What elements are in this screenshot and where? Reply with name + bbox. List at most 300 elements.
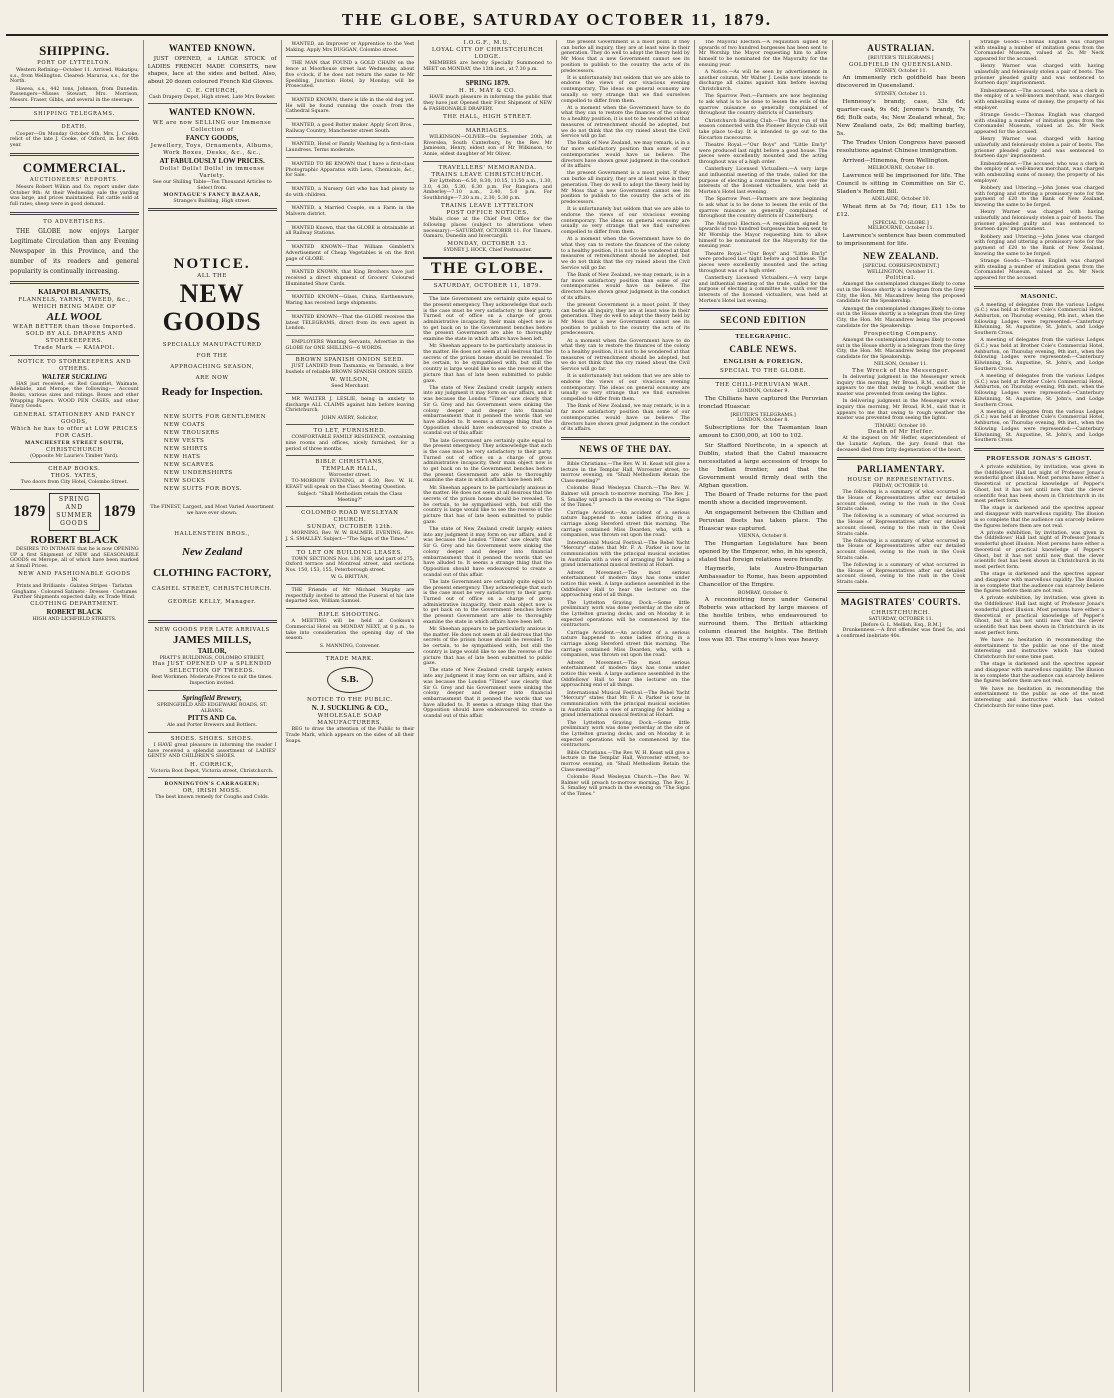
melbourne-date: MELBOURNE, October 10. <box>867 166 935 172</box>
columns <box>6 40 1108 1392</box>
professor-text: We have no hesitation in recommending the entertainment to the public as one of the most interesting and instructive which has visited Christchurch for some time past. <box>974 686 1104 709</box>
clothing-factory: CLOTHING FACTORY, <box>153 566 272 579</box>
professor-text: We have no hesitation in recommending the entertainment to the public as one of the most interesting and instructive which has visited Christchurch for some time past. <box>974 637 1104 660</box>
shipping-heading: SHIPPING. <box>39 43 110 58</box>
suit-item: NEW COATS <box>163 422 205 429</box>
rb-further: Further Shipments expected daily, ex Trade Wind. <box>13 595 136 601</box>
cable-item: Lawrence's sentence has been commuted to imprisonment for life. <box>836 232 966 247</box>
court-item: Strange Goods.—Thomas English was charged with stealing a number of imitation gems from the Coromandel Museum, valued at 2s. Mr Neck appeared for the accused. <box>974 112 1104 136</box>
professor-text: The stage is darkened and the spectres appear and disappear with marvellous rapidity. The illusion is so complete that the audience can scarcely believe the figures before them are not real. <box>974 572 1104 595</box>
news-item: Theatre Royal.—"Our Boys" and "Little Em'ly" were produced last night before a good house. The pieces were excellently mounted and the acting throughout was of a high order. <box>698 251 828 274</box>
masthead-title: THE GLOBE, SATURDAY OCTOBER 11, 1879. <box>341 10 773 29</box>
news-item: Christchurch Boating Club.—The first run of the season connected with the Pioneer Bicycle Club will take place to-day. It is intended to go out to the Riccarton racecourse. <box>698 118 828 141</box>
montague-name: MONTAGUE'S FANCY BAZAAR, <box>163 191 261 198</box>
marriages-text: WILKINSON—OLIVER—On September 20th, at Riverslea, South Canterbury, by the Rev. Mr Jamieson, Henry, eldest son of Mr Wilkinson, to Annie, eldest daughter of Mr Oliver. <box>423 135 552 158</box>
professor-text: A private exhibition, by invitation, was given in the Oddfellows' Hall last night of Professor Jonas's wonderful ghost illusion. Most persons have either a theoretical or practical knowledge of Pepper's Ghost, but it has not until now that the clever scientific feat has been shown in Christchurch in its most perfect form. <box>974 596 1104 636</box>
news-item: Advent Movement.—The most serious entertainment of modern days has come under notice this week. A large audience assembled in the Oddfellows' Hall to hear the lecturer on the approaching end of all things. <box>561 660 690 689</box>
news-item: Colombo Road Wesleyan Church.—The Rev. W. Balmer will preach to-morrow morning. The Rev. J. S. Smalley will preach in the evening on "The Signs of the Times." <box>561 774 690 798</box>
clothing-dept: CLOTHING DEPARTMENT. <box>30 601 119 608</box>
suit-item: NEW SUITS FOR BOYS. <box>163 486 243 493</box>
commercial-heading: COMMERCIAL. <box>22 159 127 175</box>
rb-items: Prints and Brilliants · Galatea Stripes · Tarlatan Ginghams · Coloured Satinets · Dresses · Costumes <box>11 584 137 595</box>
advertisers-heading: TO ADVERTISERS. <box>43 218 106 225</box>
classified-ad: WANTED KNOWN, there is life in the old dog yet. He will be found running the coach from the Cathedral Square. <box>286 96 415 119</box>
irish-moss: OR, IRISH MOSS. <box>182 788 242 795</box>
pitts: PITTS AND Co. <box>187 714 237 723</box>
spring-year: 1879 <box>13 503 46 521</box>
column-3 <box>282 40 420 1392</box>
news-item: At the inquest on Mr Heffer, superintendent of the Lunatic Asylum, the jury found that the deceased died from fatty degeneration of the heart. <box>836 436 966 453</box>
suit-item: NEW SOCKS <box>163 478 206 485</box>
shilling-table: See our Shilling Table—Ten Thousand Articles to Select from. <box>152 180 272 191</box>
cable-item: Sir Stafford Northcote, in a speech at Dublin, stated that the Cabul massacre necessitated a large accession of troops to the Indian frontier, and that the Government would firmly deal with the Afghan question. <box>698 442 828 489</box>
news-item: The Lyttelton Graving Dock.—Some little preliminary work was done yesterday at the site of the Lyttelton graving docks, and on Monday it is expected operations will be commenced by the contractors. <box>561 600 690 629</box>
cable-item: Arrived—Hinemoa, from Wellington. <box>842 157 950 164</box>
court-item: Embezzlement.—The accused, who was a clerk in the employ of a well-known merchant, was charged with embezzling sums of money, the property of his employer. <box>974 161 1104 184</box>
classified-ad: THE MAN that FOUND a GOLD CHAIN on the fence at Moorhouse street last Wednesday, about five o'clock, if he does not return the same to Mr Spedding, Junction Hotel, by Monday, will be Prosecuted. <box>286 59 415 94</box>
telegrams-heading: SHIPPING TELEGRAMS. <box>33 110 116 117</box>
best-remedy: The best known remedy for Coughs and Colds. <box>155 795 270 801</box>
wanted-known-heading: WANTED KNOWN. <box>168 107 256 118</box>
trains-leave: TRAINS LEAVE CHRISTCHURCH. <box>431 171 544 178</box>
suit-item: NEW TROUSERS <box>163 430 220 437</box>
suit-item: NEW UNDERSHIRTS <box>163 470 233 477</box>
news-item: Amongst the contemplated changes likely to come out in the House shortly is a telegram from the Grey City, the Hon. Mr. Macandrew being the proposed candidate for the Speakership. <box>836 337 966 361</box>
hallenstein: HALLENSTEIN BROS., <box>174 530 250 537</box>
wilson: W. WILSON, <box>329 377 370 384</box>
springfield: Springfield Brewery, <box>182 693 242 702</box>
wanted-list <box>286 96 415 355</box>
masonic-text: A meeting of delegates from the various Lodges (S.C.) was held at Brother Cole's Commercial Hotel, Ashburton, on Thursday evening, 9th inst., when the following Lodges were represented:—Canterbury Kilwinning, St. Augustine, St. John's, and Lodge Southern Cross. <box>974 374 1104 408</box>
wellington-date: WELLINGTON, October 11. <box>867 269 935 275</box>
news-item: Amongst the contemplated changes likely to come out in the House shortly is a telegram from the Grey City, the Hon. Mr. Macandrew being the proposed candidate for the Speakership. <box>836 306 966 329</box>
suit-item: NEW SCARVES <box>163 462 214 469</box>
wanted-known-heading: WANTED KNOWN. <box>168 43 256 53</box>
court-item: Henry Warner was charged with having unlawfully and feloniously stolen a pair of boots. The prisoner pleaded guilty and was sentenced to fourteen days' imprisonment. <box>974 137 1104 160</box>
news-heading: NEWS OF THE DAY. <box>579 443 672 454</box>
iogt: I.O.G.F., M.U., <box>463 40 512 46</box>
melbourne-date: MELBOURNE, October 11. <box>867 226 935 232</box>
cheap-books-heading: CHEAP BOOKS. <box>48 466 101 473</box>
commercial-paragraph: Messrs Robert Wilkin and Co. report under date October 9th: At their Wednesday sale the yarding was large, and prices maintained. Fat cattle sold at full rates; sheep were in good demand. <box>10 184 139 207</box>
christchurch-court: CHRISTCHURCH. <box>871 609 931 616</box>
classified-ad: WANTED KNOWN—That the GLOBE receives the latest TELEGRAMS, direct from its own agent in London. <box>286 313 415 336</box>
the-globe-title: THE GLOBE. <box>423 257 552 280</box>
leader-paragraph: The late Government are certainly quite equal to the present emergency. They acknowledge that such is the case must be very satisfactory to their party. Turned out of office on a charge of gross administrative incapacity, their main object now is to get back on to the Government benches before the present Government are able to thoroughly examine the state in which affairs have been left. <box>423 579 552 625</box>
allot-heading: TO LET ON BUILDING LEASES. <box>296 549 404 556</box>
specially-line: SPECIALLY MANUFACTURED <box>162 342 262 349</box>
cable-item: A reconnoitring force under General Roberts was attacked by large masses of the hostile tribes, who endeavoured to surround them. The British attacking column cleared the heights. The British loss was 85. The enemy's loss was heavy. <box>698 597 828 644</box>
kaiapoi-line: WEAR BETTER than those Imported. <box>12 323 136 330</box>
leader-paragraph: the present Government is a moot point. If they can burke all inquiry, they are at least wise in their generation. They do well to adopt the theory held by Mr Moss that a new Government cannot see its position to publish to the country the acts of its predecessors. <box>561 40 690 74</box>
rb-address: HIGH AND LICHFIELD STREETS. <box>32 617 117 623</box>
telegraphic: TELEGRAPHIC. <box>735 333 791 341</box>
london-oct9: LONDON, October 9. <box>737 389 790 395</box>
column-1 <box>6 40 144 1392</box>
trains-text: For Lyttelton—6.50, 8.30, 10.15, 11.50 a.m., 1.30, 3.0, 4.30, 5.30, 6.30 p.m. For Rangiora and Amberley—7.10 a.m., 2.40, 5.0 p.m. For Southbridge—7.20 a.m., 2.30, 5.30 p.m. <box>423 178 552 201</box>
classified-ad: WANTED Known, that the GLOBE is obtainable at all Railway Stations. <box>286 224 415 241</box>
reuters: [REUTER'S TELEGRAMS.] <box>868 56 934 61</box>
cable-item: The Chilians have captured the Peruvian ironclad Huascar. <box>698 396 828 411</box>
leader-paragraph: The Bank of New Zealand, we may remark, is in a far more satisfactory position than some of our contemporaries would have us believe. The directors have shown great judgment in the conduct of its affairs. <box>561 272 690 301</box>
suit-item: NEW VESTS <box>163 438 205 445</box>
worcester: Worcester street. <box>328 473 371 479</box>
news-item: Canterbury Licensed Victuallers.—A very large and influential meeting of the trade, called for the purpose of electing a committee to watch over the interests of the licensed victuallers, was held at Morten's Hotel last evening. <box>698 275 828 304</box>
corset-address: Cash Drapery Depot, High street, Late Mrs Bowker. <box>148 94 276 100</box>
court-item: Robbery and Uttering.—John Jones was charged with forging and uttering a promissory note for the payment of £20 to the Bank of New Zealand, knowing the same to be forged. <box>974 234 1104 257</box>
beg-text: BEG to draw the attention of the Public to their Trade Mark, which appears on the sides of all their Soaps. <box>285 727 415 744</box>
second-edition: SECOND EDITION <box>720 315 807 326</box>
kaiapoi-heading: KAIAPOI BLANKETS, <box>38 287 111 296</box>
magistrates-heading: MAGISTRATES' COURTS. <box>840 596 961 607</box>
sb-trademark-logo: S.B. <box>327 667 373 693</box>
funeral-notice: THE Friends of Mr Michael Murphy are respectfully invited to attend the Funeral of his late departed Son, William Samuel. <box>285 588 415 605</box>
news-item: The Lyttelton Graving Dock.—Some little preliminary work was done yesterday at the site of the Lyttelton graving docks, and on Monday it is expected operations will be commenced by the contractors. <box>561 720 690 749</box>
column-7 <box>833 40 971 1392</box>
cashel-street: CASHEL STREET, CHRISTCHURCH. <box>152 585 273 592</box>
cable-item: An engagement between the Chilian and Peruvian fleets has taken place. The Huascar was captured. <box>698 509 828 532</box>
are-now: ARE NOW <box>195 375 229 382</box>
wholesale: WHOLESALE SOAP MANUFACTURERS, <box>317 713 383 727</box>
notice-heading: NOTICE. <box>173 256 251 273</box>
professor-text: The stage is darkened and the spectres appear and disappear with marvellous rapidity. The illusion is so complete that the audience can scarcely believe the figures before them are not real. <box>974 506 1104 529</box>
leader-paragraph: Mr. Sheehan appears to be particularly anxious in the matter. He does not seem at all desirous that the secrets of the prison house should be revealed. To be certain, to be sympathised with, but still the country is large would like to see the reverse of the picture that has of late been submitted to public gaze. <box>423 627 552 667</box>
port-heading: PORT OF LYTTELTON. <box>37 60 112 66</box>
montague-address: Strange's Building, High street. <box>173 198 251 204</box>
news-item: The following is a summary of what occurred in the House of Representatives after our detailed account closed, owing to the rush in the Cook Straits cable. <box>836 490 966 513</box>
manning: S. MANNING, Convener. <box>319 643 380 649</box>
australian-heading: AUSTRALIAN. <box>867 43 935 53</box>
shipping-paragraph: Hawea, s.s., 442 tons, Johnson, from Dunedin. Passengers—Misses Stewart, Mrs. Morrison, Messrs. Fraser, Gibbs, and several in the steerage. <box>10 86 139 104</box>
leader-paragraph: The state of New Zealand credit largely enters into any judgment it may form on our affairs, and it was because the London "Times" saw clearly that Sir G. Grey and his Government were sinking the colony deeper and deeper into financial embarrassment that it penned the words that we have alluded to. It seems a strange thing that the Opposition should have endeavoured to create a scandal out of this affair. <box>423 385 552 437</box>
news-item: The Sparrow Pest.—Farmers are now beginning to ask what is to be done to lessen the evils of the sparrow nuisance so generally complained of throughout the country districts of Canterbury. <box>698 94 828 117</box>
leader-paragraph: Mr. Sheehan appears to be particularly anxious in the matter. He does not seem at all desirous that the secrets of the prison house should be revealed. To be certain, to be sympathised with, but still the country is large would like to see the reverse of the picture that has of late been submitted to public gaze. <box>423 344 552 384</box>
court-item: Robbery and Uttering.—John Jones was charged with forging and uttering a promissory note for the payment of £20 to the Bank of New Zealand, knowing the same to be forged. <box>974 185 1104 208</box>
cable-item: The Board of Trade returns for the past month show a decided improvement. <box>698 492 828 507</box>
news-item: The Mayoral Election.—A requisition signed by upwards of two hundred burgesses has been sent to Mr Worship the Mayor requesting him to allow himself to be nominated for the Mayoralty for the ensuing year. <box>698 221 828 250</box>
suckling-name: WALTER SUCKLING <box>41 372 108 381</box>
approaching: APPROACHING SEASON, <box>170 364 255 371</box>
court-item: Strange Goods.—Thomas English was charged with stealing a number of imitation gems from the Coromandel Museum, valued at 2s. Mr Neck appeared for the accused. <box>974 40 1104 63</box>
suckling-text: HAS just received, ex Red Gauntlet, Waimate, Adelaide, and Merope, the following:— Account Books, various sizes and rulings. Boxes and other Wrapping Papers. WOOD PEN CASES, and other Fancy Goods. <box>10 381 139 410</box>
fancy-goods: FANCY GOODS, <box>185 134 239 143</box>
subject: Subject: "Shall Methodism retain the Class Meeting?" <box>297 491 403 503</box>
fancy-items: Jewellery, Toys, Ornaments, Albums, Work Boxes, Desks, &c., &c., <box>150 143 274 157</box>
adelaide-date: ADELAIDE, October 10. <box>871 197 931 203</box>
cable-item: The Hungarian Legislature has been opened by the Emperor, who, in his speech, stated that foreign relations were friendly. <box>698 540 828 563</box>
before-magistrate: [Before G. L. Mellish, Esq., R.M.] <box>860 622 942 628</box>
death-notice: Cooper—On Monday October 6th, Mrs. J. Cooke, relict of the late J. Cooke, of Oxford, in her 60th year. <box>10 131 139 149</box>
classified-ad: WANTED KNOWN, that King Brothers have just received a direct shipment of Grocers' Coloured Illuminated Show Cards. <box>286 268 415 291</box>
rifle-text: A MEETING will be held at Cookson's Commercial Hotel on MONDAY NEXT, at 8 p.m., to take into consideration the opening day of the season. <box>285 619 415 642</box>
masonic-text: A meeting of delegates from the various Lodges (S.C.) was held at Brother Cole's Commercial Hotel, Ashburton, on Thursday evening, 9th inst., when the following Lodges were represented:—Canterbury Kilwinning, St. Augustine, St. John's, and Lodge Southern Cross. <box>974 409 1104 444</box>
column-6 <box>695 40 833 1392</box>
news-item: Drunkenness.—A first offender was fined 5s, and a confirmed inebriate 40s. <box>836 628 966 639</box>
to-let-heading: TO LET, FURNISHED. <box>313 428 387 435</box>
leader-paragraph: Mr. Sheehan appears to be particularly anxious in the matter. He does not seem at all desirous that the secrets of the prison house should be revealed. To be certain, to be sympathised with, but still the country is large would like to see the reverse of the picture that has of late been submitted to public gaze. <box>423 485 552 525</box>
springfield-address: SPRINGFIELD AND EDGEWARE ROADS, ST. ALBANS. <box>157 702 268 714</box>
best-workmen: Best Workmen. Moderate Prices to suit the times. Inspection invited. <box>151 675 273 687</box>
shoes-heading: SHOES. SHOES. SHOES. <box>170 735 254 742</box>
spring-label: AND <box>65 504 84 512</box>
templar: TEMPLAR HALL, <box>321 466 378 473</box>
tailor: TAILOR, <box>197 646 227 655</box>
news-item: Colombo Road Wesleyan Church.—The Rev. W. Balmer will preach to-morrow morning. The Rev. J. S. Smalley will preach in the evening on "The Signs of the Times." <box>561 486 690 509</box>
masonic-heading: MASONIC. <box>1020 292 1058 300</box>
cable-item: The Trades Union Congress have passed resolutions against Chinese immigration. <box>836 140 966 155</box>
goldfield: GOLDFIELD IN QUEENSLAND. <box>848 61 953 68</box>
suit-item: NEW HATS <box>163 454 201 461</box>
leader-paragraph: At a moment when the Government have to do what they can to restore the finances of the colony to a healthy position, it is not to be wondered at that measures of retrenchment should be adopted, but we do not think that the cry raised about the Civil Service will go far. <box>561 237 690 271</box>
news-item: Carriage Accident.—An accident of a serious nature happened to some ladies driving in a carriage along Hereford street this morning. The carriage contained Miss Dearden, who, with a companion, was thrown out upon the road. <box>561 510 690 539</box>
chili-peru: THE CHILI-PERUVIAN WAR. <box>715 382 811 389</box>
professor-text: A private exhibition, by invitation, was given in the Oddfellows' Hall last night of Professor Jonas's wonderful ghost illusion. Most persons have either a theoretical or practical knowledge of Pepper's Ghost, but it has not until now that the clever scientific feat has been shown in Christchurch in its most perfect form. <box>974 465 1104 505</box>
professor-text: A private exhibition, by invitation, was given in the Oddfellows' Hall last night of Professor Jonas's wonderful ghost illusion. Most persons have either a theoretical or practical knowledge of Pepper's Ghost, but it has not until now that the clever scientific feat has been shown in Christchurch in its most perfect form. <box>974 530 1104 570</box>
newspaper-page <box>6 6 1108 1392</box>
kaiapoi-sold: SOLD BY ALL DRAPERS AND STOREKEEPERS. <box>25 330 124 344</box>
news-item: The Mayoral Election.—A requisition signed by upwards of two hundred burgesses has been sent to Mr Worship the Mayor requesting him to allow himself to be nominated for the Mayoralty for the ensuing year. <box>698 40 828 68</box>
travellers-heading: TRAVELLERS' MEMORANDA. <box>438 164 537 171</box>
professor-heading: PROFESSOR JONAS'S GHOST. <box>986 455 1092 462</box>
masthead <box>6 6 1108 36</box>
classified-ad: WANTED, Hotel or Family Washing by a first-class Laundress. Terms moderate. <box>286 140 415 157</box>
may-text: HAVE much pleasure in informing the public that they have just Opened their First Shipment of NEW & FASHIONABLE DRAPERY. <box>423 95 552 112</box>
wreck-heading: The Wreck of the Messenger. <box>852 367 950 374</box>
special-corr: [SPECIAL CORRESPONDENT.] <box>862 263 939 269</box>
new-goods-arrivals: NEW GOODS PER LATE ARRIVALS <box>154 626 270 633</box>
news-item: In delivering judgment in the Messenger wreck inquiry this morning, Mr Broad, R.M., said that it appears to me that owing to rough weather the master was prevented from seeing the lights. <box>836 399 966 422</box>
spring-goods-banner <box>10 493 139 531</box>
dolls-line: Dolls! Dolls! Dolls! in immense Variety. <box>159 166 265 180</box>
english-foreign: ENGLISH & FOREIGN. <box>723 358 803 366</box>
onion-seed-heading: BROWN SPANISH ONION SEED. <box>295 357 405 364</box>
advertisers-text: THE GLOBE now enjoys Larger Legitimate Circulation than any Evening Newspaper in this Province, and the number of its readers and general popularity is continually increasing. <box>10 227 139 275</box>
stationery-heading: GENERAL STATIONERY AND FANCY GOODS, <box>13 411 136 425</box>
kaiapoi-wool: ALL WOOL <box>46 310 103 323</box>
stationery-sub: Which he has to offer at LOW PRICES FOR CASH. <box>10 425 139 439</box>
yates-address: Two doors from City Hotel, Colombo Street. <box>20 480 128 486</box>
court-item: Strange Goods.—Thomas English was charged with stealing a number of imitation gems from the Coromandel Museum, valued at 2s. Mr Neck appeared for the accused. <box>974 258 1104 281</box>
classified-ad: WANTED KNOWN—Glass, China, Earthenware, Waring has received large shipments. <box>286 293 415 310</box>
leader-paragraph: The late Government are certainly quite equal to the present emergency. They acknowledge that such is the case must be very satisfactory to their party. Turned out of office on a charge of gross administrative incapacity, their main object now is to get back on to the Government benches before the present Government are able to thoroughly examine the state in which affairs have been left. <box>423 297 552 343</box>
leader-paragraph: The state of New Zealand credit largely enters into any judgment it may form on our affairs, and it was because the London "Times" saw clearly that Sir G. Grey and his Government were sinking the colony deeper and deeper into financial embarrassment that it penned the words that we have alluded to. It seems a strange thing that the Opposition should have endeavoured to create a scandal out of this affair. <box>423 527 552 578</box>
corrick-address: Victoria Boot Depot, Victoria street, Christchurch. <box>150 768 274 774</box>
leader-paragraph: At a moment when the Government have to do what they can to restore the finances of the colony to a healthy position, it is not to be wondered at that measures of retrenchment should be adopted, but we do not think that the cry raised about the Civil Service will go far. <box>561 338 690 373</box>
to-let-text: COMFORTABLE FAMILY RESIDENCE, containing nine rooms and offices, nicely furnished, for a period of three months. <box>285 435 415 452</box>
monday-oct: MONDAY, OCTOBER 13. <box>447 241 528 248</box>
globe-date: SATURDAY, OCTOBER 11, 1879. <box>433 283 542 290</box>
column-5 <box>557 40 695 1392</box>
spring-label: GOODS <box>60 520 89 528</box>
finest-line: The FINEST, Largest, and Most Varied Assortment we have ever shown. <box>150 505 274 517</box>
marriages-heading: MARRIAGES. <box>465 128 510 135</box>
friday-date: FRIDAY, OCTOBER 10. <box>872 484 929 490</box>
fabulously-low: AT FABULOUSLY LOW PRICES. <box>159 157 265 166</box>
news-item: A Notice.—As will be seen by advertisement in another column, Mr Walter J. Leslie now intends to discharge all claims against him before leaving Christchurch. <box>698 70 828 93</box>
classified-ad: WANTED, a Married Couple, on a Farm in the Malvern district. <box>286 204 415 221</box>
sunday: SUNDAY, OCTOBER 12th. <box>307 524 393 531</box>
onion-text: JUST LANDED from Tasmania, ex Taranaki, a few bushels of reliable BROWN SPANISH ONION SEED. <box>285 364 415 376</box>
leader-paragraph: It is unfortunately but seldom that we are able to endorse the views of our vivacious evening contemporary. The ideas on general economy are usually so very strange that we find ourselves compelled to differ from them. <box>561 207 690 235</box>
brittan: W. G. BRITTAN, <box>330 575 369 581</box>
post-office-heading: POST OFFICE NOTICES. <box>446 210 529 217</box>
prospecting-heading: Prospecting Company. <box>863 330 939 337</box>
robert-black-heading: ROBERT BLACK <box>30 534 119 547</box>
death-heading: DEATH. <box>61 123 88 130</box>
cable-item: Hennessy's brandy, case, 33s 6d; quarter-cask, 9s 6d; Jerome's brandy, 7s 6d; Bulk oats, 4s; New Zealand wheat, 5s; New Zealand oats, 2s 6d; malting barley, 5s. <box>836 98 966 137</box>
special-globe: [SPECIAL TO GLOBE.] <box>873 220 929 226</box>
may-co: H. H. MAY & CO. <box>459 88 517 95</box>
news-item: The Sparrow Pest.—Farmers are now beginning to ask what is to be done to lessen the evils of the sparrow nuisance so generally complained of throughout the country districts of Canterbury. <box>698 197 828 220</box>
leader-paragraph: the present Government is a moot point. If they can burke all inquiry, they are at least wise in their generation. They do well to adopt the theory held by Mr Moss that a new Government cannot see its position to publish to the country the acts of its predecessors. <box>561 302 690 337</box>
professor-text: The stage is darkened and the spectres appear and disappear with marvellous rapidity. The illusion is so complete that the audience can scarcely believe the figures before them are not real. <box>974 662 1104 685</box>
house-reps: HOUSE OF REPRESENTATIVES. <box>847 477 955 484</box>
vienna: VIENNA, October 8. <box>738 534 788 540</box>
new-goods-heading: NEW GOODS <box>162 279 262 337</box>
heffer-heading: Death of Mr Heffer. <box>867 429 934 436</box>
opened-up: Has JUST OPENED UP a SPLENDID SELECTION OF TWEEDS. <box>152 661 272 675</box>
news-item: Carriage Accident.—An accident of a serious nature happened to some ladies driving in a carriage along Hereford street this morning. The carriage contained Miss Dearden, who, with a companion, was thrown out upon the road. <box>561 630 690 659</box>
kelly-manager: GEORGE KELLY, Manager. <box>168 598 257 605</box>
town-sections: TOWN SECTIONS Nos. 136, 138, and part of 275, Oxford terrace and Montreal street, and sections Nos. 150, 153, 155, Peterborough street. <box>285 556 415 574</box>
christchurch: CHRISTCHURCH <box>46 446 103 453</box>
classified-ad: EMPLOYERS Wanting Servants, Advertise in the GLOBE for ONE SHILLING—6 WORDS. <box>286 338 415 355</box>
sydney-date: SYDNEY, October 11. <box>874 68 928 74</box>
bonnington: BONNINGTON'S CARRAGEEN; <box>164 781 260 788</box>
news-item: Bible Christians.—The Rev. W. H. Keast will give a lecture in the Templar Hall, Worcester street, to-morrow evening, on "Shall Methodism Retain the Class-meeting?" <box>561 750 690 773</box>
cable-item: Lawrence will be imprisoned for life. The Council is sitting in Committee on Sir C. Sladen's Reform Bill. <box>836 172 966 195</box>
saturday-date: SATURDAY, OCTOBER 11. <box>868 616 934 622</box>
kaiapoi-mark: Trade Mark — KAIAPOI. <box>34 344 115 351</box>
cable-item: An immensely rich goldfield has been discovered in Queensland. <box>836 75 966 90</box>
wilson-role: Seed Merchant <box>331 384 369 390</box>
members-text: MEMBERS are hereby Specially Summoned to MEET on MONDAY, the 13th inst., at 7.30 p.m. <box>423 61 552 72</box>
court-item: Henry Warner was charged with having unlawfully and feloniously stolen a pair of boots. The prisoner pleaded guilty and was sentenced to fourteen days' imprisonment. <box>974 210 1104 233</box>
cable-news: CABLE NEWS. <box>729 344 797 355</box>
james-mills: JAMES MILLS, <box>173 633 252 646</box>
trains-leave-lyttelton: TRAINS LEAVE LYTTELTON <box>441 203 535 210</box>
shipping-paragraph: Western Refining—October 11. Arrived. Wakatipu, s.s., from Wellington. Cleared: Mararoa, s.s., for the North. <box>10 68 139 85</box>
corset-seller: C. E. CHURCH, <box>186 87 238 94</box>
loyal-lodge: LOYAL CITY OF CHRISTCHURCH LODGE. <box>431 47 544 60</box>
pratts: PRATT'S BUILDINGS, COLOMBO STREET, <box>159 655 265 661</box>
shoes-text: I HAVE great pleasure in informing the reader I have received a splendid assortment of LADIES' GENTS' AND CHILDREN'S SHOES. <box>147 742 277 760</box>
corsets-ad: JUST OPENED, a LARGE STOCK of LADIES FRENCH MADE CORSETS, new shapes, lace at the sides and belted. Also, about 20 dozen coloured French Kid Gloves. <box>147 56 277 85</box>
leader-paragraph: The state of New Zealand credit largely enters into any judgment it may form on our affairs, and it was because the London "Times" saw clearly that Sir G. Grey and his Government were sinking the colony deeper and deeper into financial embarrassment that it penned the words that we have alluded to. It seems a strange thing that the Opposition should have endeavoured to create a scandal out of this affair. <box>423 668 552 720</box>
court-item: Henry Warner was charged with having unlawfully and feloniously stolen a pair of boots. The prisoner pleaded guilty and was sentenced to fourteen days' imprisonment. <box>974 64 1104 87</box>
suit-item: NEW SUITS FOR GENTLEMEN <box>163 414 266 421</box>
spring-box <box>49 493 99 531</box>
new-zealand-heading: NEW ZEALAND. <box>862 250 939 261</box>
ready-heading: Ready for Inspection. <box>161 386 263 399</box>
rifle-heading: RIFLE SHOOTING. <box>318 612 382 619</box>
for-the: FOR THE <box>196 353 228 360</box>
masonic-text: A meeting of delegates from the various Lodges (S.C.) was held at Brother Cole's Commercial Hotel, Ashburton, on Thursday evening, 9th inst., when the following Lodges were represented:—Canterbury Kilwinning, St. Augustine, St. John's, and Lodge Southern Cross. <box>974 338 1104 372</box>
bible-heading: BIBLE CHRISTIANS, <box>315 459 385 466</box>
column-4 <box>419 40 557 1392</box>
robert-black-text: DESIRES TO INTIMATE that he is now OPENING UP a first Shipment of NEW and SEASONABLE GOODS ex Merope, all of which have been marked at Small Prices. <box>10 547 139 570</box>
spring-label: SPRING <box>58 496 90 504</box>
selling-off: WE are now SELLING our Immense Collection of <box>152 120 272 134</box>
ale: Ale and Porter Brewers and Bottlers. <box>167 723 258 729</box>
timaru-date: TIMARU, October 10. <box>874 423 928 429</box>
news-item: The following is a summary of what occurred in the House of Representatives after our detailed account closed, owing to the rush in the Cook Straits cable. <box>836 538 966 561</box>
reuters: [REUTER'S TELEGRAMS.] <box>730 412 796 418</box>
column-8 <box>970 40 1108 1392</box>
yates-name: THOS. YATES, <box>50 473 98 480</box>
masonic-text: A meeting of delegates from the various Lodges (S.C.) was held at Brother Cole's Commercial Hotel, Ashburton, on Thursday evening, 9th inst., when the following Lodges were represented:—Canterbury Kilwinning, St. Augustine, St. John's, and Lodge Southern Cross. <box>974 302 1104 337</box>
notice-public: NOTICE TO THE PUBLIC. <box>306 697 393 704</box>
classified-ad: WANTED KNOWN—That William Gimblett's Advertisement of Cheap Vegetables is on the first page of GLOBE. <box>286 243 415 266</box>
tomorrow-text: TO-MORROW EVENING, at 6.30, Rev. W. H. KEAST will speak on the Class Meeting Question. <box>285 479 415 490</box>
colombo-road: COLOMBO ROAD WESLEYAN CHURCH. <box>301 510 399 524</box>
news-item: Advent Movement.—The most serious entertainment of modern days has come under notice this week. A large audience assembled in the Oddfellows' Hall to hear the lecturer on the approaching end of all things. <box>561 570 690 599</box>
cable-item: Wheat firm at 5s 7d; flour, £11 15s to £12. <box>836 204 966 219</box>
leader-paragraph: It is unfortunately but seldom that we are able to endorse the views of our vivacious evening contemporary. The ideas on general economy are usually so very strange that we find ourselves compelled to differ from them. <box>561 374 690 403</box>
leader-paragraph: The Bank of New Zealand, we may remark, is in a far more satisfactory position than some of our contemporaries would have us believe. The directors have shown great judgment in the conduct of its affairs. <box>561 404 690 433</box>
kaiapoi-sub: FLANNELS, YARNS, TWEED, &c., <box>18 296 131 303</box>
nj-suckling: N. J. SUCKLING & CO., <box>311 704 388 713</box>
parliamentary-heading: PARLIAMENTARY. <box>856 464 945 475</box>
spring-year: 1879 <box>103 503 136 521</box>
rb-in: IN <box>71 578 78 584</box>
trade-mark-label: TRADE MARK. <box>325 656 374 663</box>
leader-paragraph: The Bank of New Zealand, we may remark, is in a far more satisfactory position than some of our contemporaries would have us believe. The directors have shown great judgment in the conduct of its affairs. <box>561 141 690 170</box>
spring-1879: SPRING 1879. <box>465 79 510 88</box>
classified-ad: WANTED, a good Butter maker. Apply Scott Bros., Railway Country, Manchester street South. <box>286 121 415 138</box>
jno-avery: JOHN AVERY, Solicitor, <box>321 415 379 421</box>
leslie-notice: MR WALTER J. LESLIE, being in anxiety to discharge ALL CLAIMS against him before leaving Christchurch. <box>285 396 415 414</box>
court-item: Embezzlement.—The accused, who was a clerk in the employ of a well-known merchant, was charged with embezzling sums of money, the property of his employer. <box>974 88 1104 111</box>
sydney-date: SYDNEY, October 11. <box>874 91 928 97</box>
london-oct8: LONDON, October 8. <box>737 418 790 424</box>
hall-high: THE HALL, HIGH STREET. <box>443 114 533 121</box>
opposite: (Opposite Mr Laurie's Timber Yard). <box>30 453 119 459</box>
news-item: International Musical Festival.—The Rebel Yacht "Mercury" states that Mr. F. A. Parker is now in communication with the principal musical societies in Australia with a view of arranging for holding a grand international musical festival at Hobart. <box>561 540 690 569</box>
news-item: The following is a summary of what occurred in the House of Representatives after our detailed account closed, owing to the rush in the Cook Straits cable. <box>836 514 966 537</box>
leader-paragraph: At a moment when the Government have to do what they can to restore the finances of the colony to a healthy position, it is not to be wondered at that measures of retrenchment should be adopted, but we do not think that the cry raised about the Civil Service will go far. <box>561 105 690 140</box>
new-zealand: New Zealand <box>182 545 243 558</box>
manchester-street: MANCHESTER STREET SOUTH, <box>24 439 124 446</box>
post-text: Mails close at the Chief Post Office for the following places (subject to alterations when necessary):—SATURDAY, OCTOBER 11. For Timaru, Oamaru, Dunedin and Invercargill. <box>423 217 552 240</box>
corrick: H. CORRICK, <box>190 761 235 768</box>
morning-text: MORNING, Rev. W. W. BALMER. EVENING, Rev. J. S. SMALLEY. Subject—"The Signs of the Times." <box>285 531 415 543</box>
sydney-hock: SYDNEY J. HOCK, Chief Postmaster. <box>443 248 532 254</box>
fashionable-heading: NEW AND FASHIONABLE GOODS <box>18 571 131 578</box>
classified-ad: WANTED, a Nursery Girl who has had plenty to do with children. <box>286 185 415 202</box>
classified-ad: WANTED TO BE KNOWN that I have a first-class Photographic Apparatus with Lens, Chemicals, &c., for Sale. <box>286 160 415 183</box>
cable-item: Haymerle, late Austro-Hungarian Ambassador to Rome, has been appointed Chancellor of the Empire. <box>698 566 828 589</box>
news-item: The following is a summary of what occurred in the House of Representatives after our detailed account closed, owing to the rush in the Cook Straits cable. <box>836 563 966 586</box>
news-item: Canterbury Licensed Victuallers.—A very large and influential meeting of the trade, called for the purpose of electing a committee to watch over the interests of the licensed victuallers, was held at Morten's Hotel last evening. <box>698 167 828 196</box>
auction-heading: AUCTIONEERS' REPORTS. <box>29 176 119 183</box>
suit-item: NEW SHIRTS <box>163 446 208 453</box>
storekeepers-heading: NOTICE TO STOREKEEPERS AND OTHERS. <box>17 358 132 372</box>
leader-paragraph: the present Government is a moot point. If they can burke all inquiry, they are at least wise in their generation. They do well to adopt the theory held by Mr Moss that a new Government cannot see its position to publish to the country the acts of its predecessors. <box>561 171 690 205</box>
all-the: ALL THE <box>197 273 227 280</box>
bombay: BOMBAY, October 8. <box>737 590 789 596</box>
cable-item: Subscriptions for the Tasmanian loan amount to £300,000, at 100 to 102. <box>698 425 828 440</box>
column-2 <box>144 40 282 1392</box>
political-heading: Political. <box>885 275 916 282</box>
leader-paragraph: The late Government are certainly quite equal to the present emergency. They acknowledge that such is the case must be very satisfactory to their party. Turned out of office on a charge of gross administrative incapacity, their main object now is to get back on to the Government benches before the present Government are able to thoroughly examine the state in which affairs have been left. <box>423 438 552 484</box>
nelson-date: NELSON, October 11. <box>873 362 928 368</box>
robert-black-footer: ROBERT BLACK <box>46 608 103 617</box>
leader-paragraph: It is unfortunately but seldom that we are able to endorse the views of our vivacious evening contemporary. The ideas on general economy are usually so very strange that we find ourselves compelled to differ from them. <box>561 75 690 104</box>
classified-ad: WANTED, an Improver or Apprentice to the Vest Making. Apply Mrs DUGGAN, Colombo street. <box>286 40 415 57</box>
news-item: Theatre Royal.—"Our Boys" and "Little Em'ly" were produced last night before a good house. The pieces were excellently mounted and the acting throughout was of a high order. <box>698 142 828 166</box>
news-item: Bible Christians.—The Rev. W. H. Keast will give a lecture in the Templar Hall, Worcester street, to-morrow evening, on "Shall Methodism Retain the Class-meeting?" <box>561 461 690 485</box>
